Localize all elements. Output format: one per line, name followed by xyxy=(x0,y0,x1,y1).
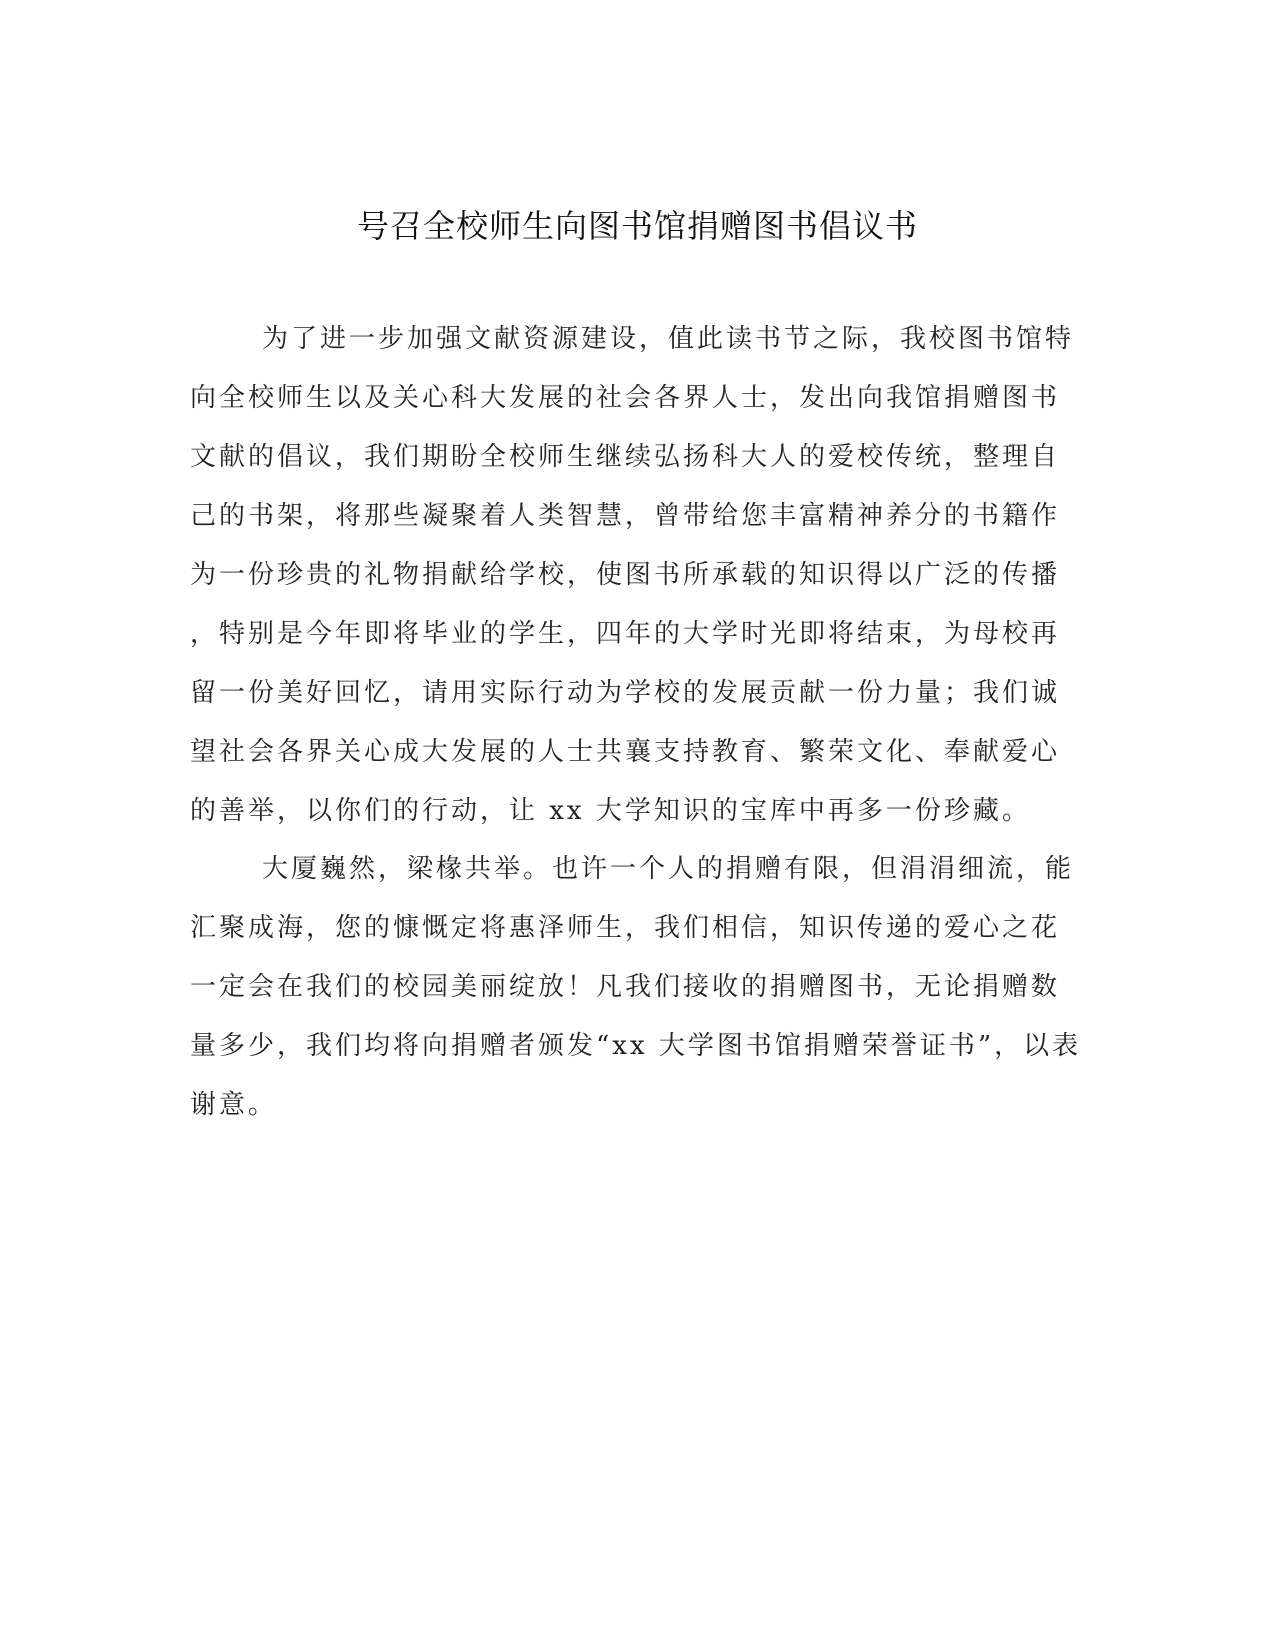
paragraph-2-line-2: 汇聚成海，您的慷慨定将惠泽师生，我们相信，知识传递的爱心之花 xyxy=(190,913,1061,943)
paragraph-1-line-4: 己的书架，将那些凝聚着人类智慧，曾带给您丰富精神养分的书籍作 xyxy=(190,501,1061,531)
paragraph-1-line-9: 的善举，以你们的行动，让 xx 大学知识的宝库中再多一份珍藏。 xyxy=(190,796,1031,826)
paragraph-2-line-4: 量多少，我们均将向捐赠者颁发“xx 大学图书馆捐赠荣誉证书”，以表 xyxy=(190,1031,1082,1061)
paragraph-1-line-6: ，特别是今年即将毕业的学生，四年的大学时光即将结束，为母校再 xyxy=(190,619,1061,649)
paragraph-1-line-7: 留一份美好回忆，请用实际行动为学校的发展贡献一份力量；我们诚 xyxy=(190,678,1061,708)
paragraph-1-line-8: 望社会各界关心成大发展的人士共襄支持教育、繁荣文化、奉献爱心 xyxy=(190,737,1061,767)
paragraph-1-line-2: 向全校师生以及关心科大发展的社会各界人士，发出向我馆捐赠图书 xyxy=(190,383,1061,413)
paragraph-1-line-3: 文献的倡议，我们期盼全校师生继续弘扬科大人的爱校传统，整理自 xyxy=(190,442,1061,472)
paragraph-2-line-1: 大厦巍然，梁椽共举。也许一个人的捐赠有限，但涓涓细流，能 xyxy=(262,854,1075,884)
paragraph-2-line-5: 谢意。 xyxy=(190,1090,278,1120)
paragraph-1-line-5: 为一份珍贵的礼物捐献给学校，使图书所承载的知识得以广泛的传播 xyxy=(190,560,1061,590)
document-title: 号召全校师生向图书馆捐赠图书倡议书 xyxy=(356,207,918,245)
paragraph-2-line-3: 一定会在我们的校园美丽绽放！凡我们接收的捐赠图书，无论捐赠数 xyxy=(190,972,1061,1002)
paragraph-1-line-1: 为了进一步加强文献资源建设，值此读书节之际，我校图书馆特 xyxy=(262,324,1075,354)
